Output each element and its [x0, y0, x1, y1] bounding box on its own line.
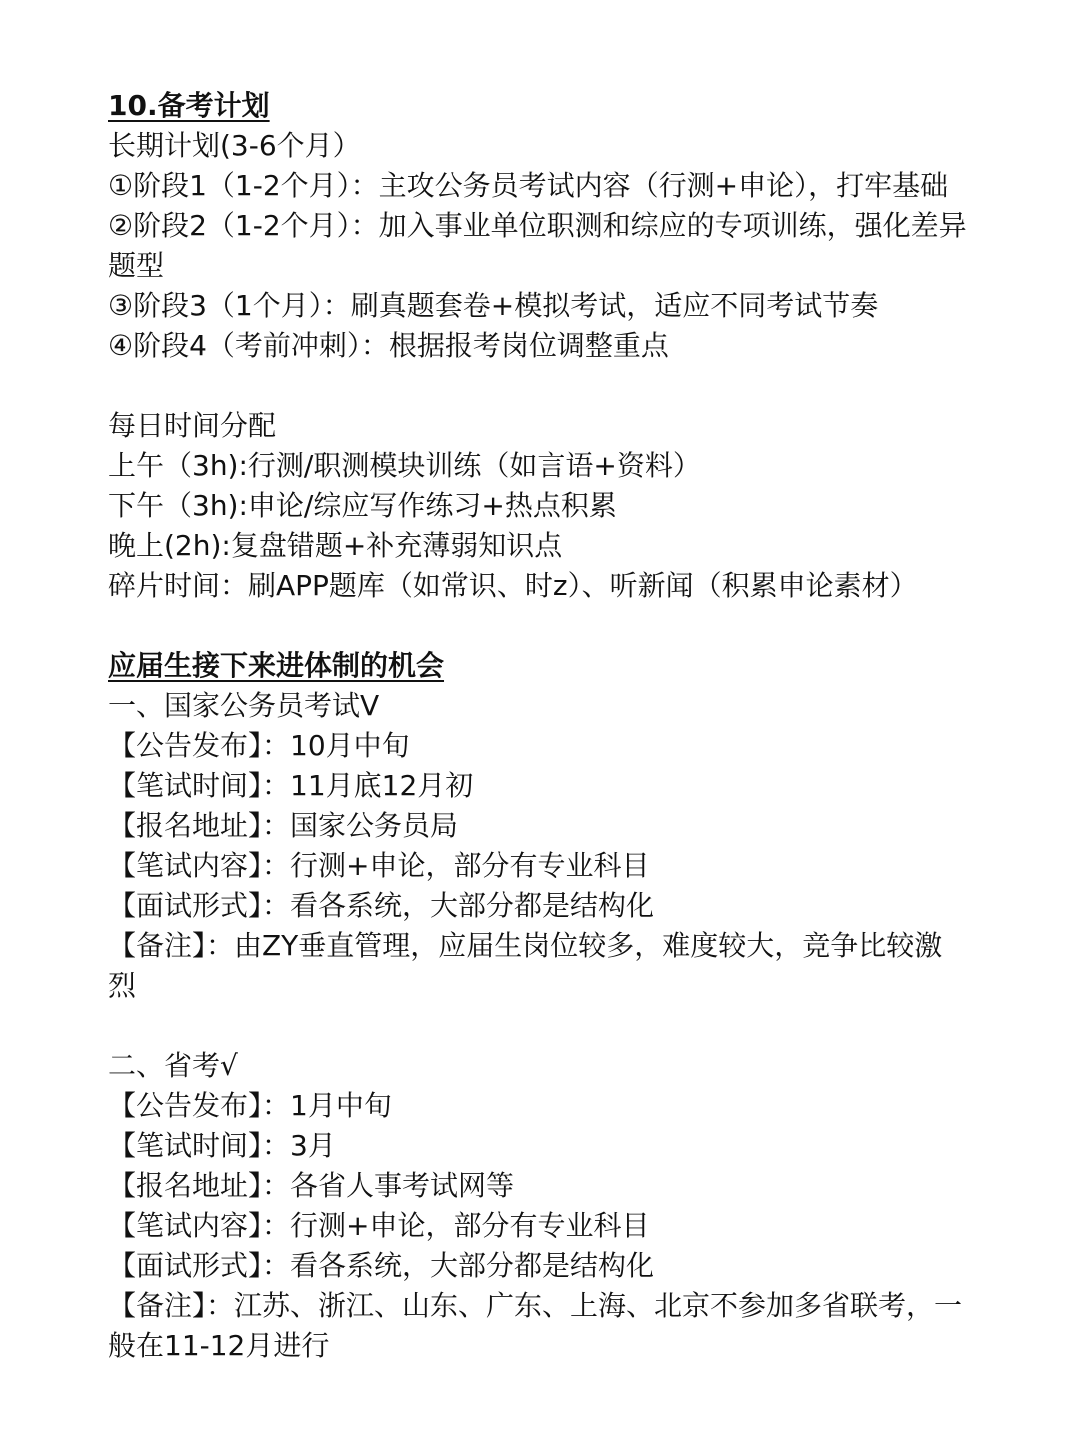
stage-item-2: ②阶段2（1-2个月）：加入事业单位职测和综应的专项训练，强化差异题型 — [108, 209, 967, 282]
spacer — [108, 366, 968, 406]
national-exam-item: 【面试形式】：看各系统，大部分都是结构化 — [108, 889, 655, 922]
provincial-exam-item: 【面试形式】：看各系统，大部分都是结构化 — [108, 1249, 655, 1282]
spacer — [108, 1006, 968, 1046]
daily-item-fragment: 碎片时间：刷APP题库（如常识、时z）、听新闻（积累申论素材） — [108, 569, 918, 602]
section-title-study-plan: 10.备考计划 — [108, 89, 270, 122]
provincial-exam-item: 【报名地址】：各省人事考试网等 — [108, 1169, 515, 1202]
provincial-exam-item: 【笔试内容】：行测+申论，部分有专业科目 — [108, 1209, 650, 1242]
national-exam-heading: 一、国家公务员考试V — [108, 689, 380, 722]
daily-item-evening: 晚上(2h):复盘错题+补充薄弱知识点 — [108, 529, 563, 562]
provincial-exam-note: 【备注】：江苏、浙江、山东、广东、上海、北京不参加多省联考，一般在11-12月进行 — [108, 1289, 963, 1362]
provincial-exam-item: 【公告发布】：1月中旬 — [108, 1089, 392, 1122]
national-exam-note: 【备注】：由ZY垂直管理，应届生岗位较多，难度较大，竞争比较激烈 — [108, 929, 943, 1002]
document-content — [108, 86, 968, 1366]
daily-schedule-label: 每日时间分配 — [108, 409, 277, 442]
provincial-exam-heading: 二、省考√ — [108, 1049, 238, 1082]
stage-item-1: ①阶段1（1-2个月）：主攻公务员考试内容（行测+申论），打牢基础 — [108, 169, 949, 202]
spacer — [108, 606, 968, 646]
national-exam-item: 【笔试内容】：行测+申论，部分有专业科目 — [108, 849, 650, 882]
national-exam-item: 【公告发布】：10月中旬 — [108, 729, 410, 762]
long-term-plan-label: 长期计划(3-6个月） — [108, 129, 361, 162]
daily-item-morning: 上午（3h):行测/职测模块训练（如言语+资料） — [108, 449, 701, 482]
national-exam-item: 【报名地址】：国家公务员局 — [108, 809, 459, 842]
national-exam-item: 【笔试时间】：11月底12月初 — [108, 769, 474, 802]
section-title-opportunities: 应届生接下来进体制的机会 — [108, 649, 445, 682]
stage-item-4: ④阶段4（考前冲刺）：根据报考岗位调整重点 — [108, 329, 669, 362]
daily-item-afternoon: 下午（3h):申论/综应写作练习+热点积累 — [108, 489, 617, 522]
provincial-exam-item: 【笔试时间】：3月 — [108, 1129, 336, 1162]
stage-item-3: ③阶段3（1个月）：刷真题套卷+模拟考试，适应不同考试节奏 — [108, 289, 879, 322]
